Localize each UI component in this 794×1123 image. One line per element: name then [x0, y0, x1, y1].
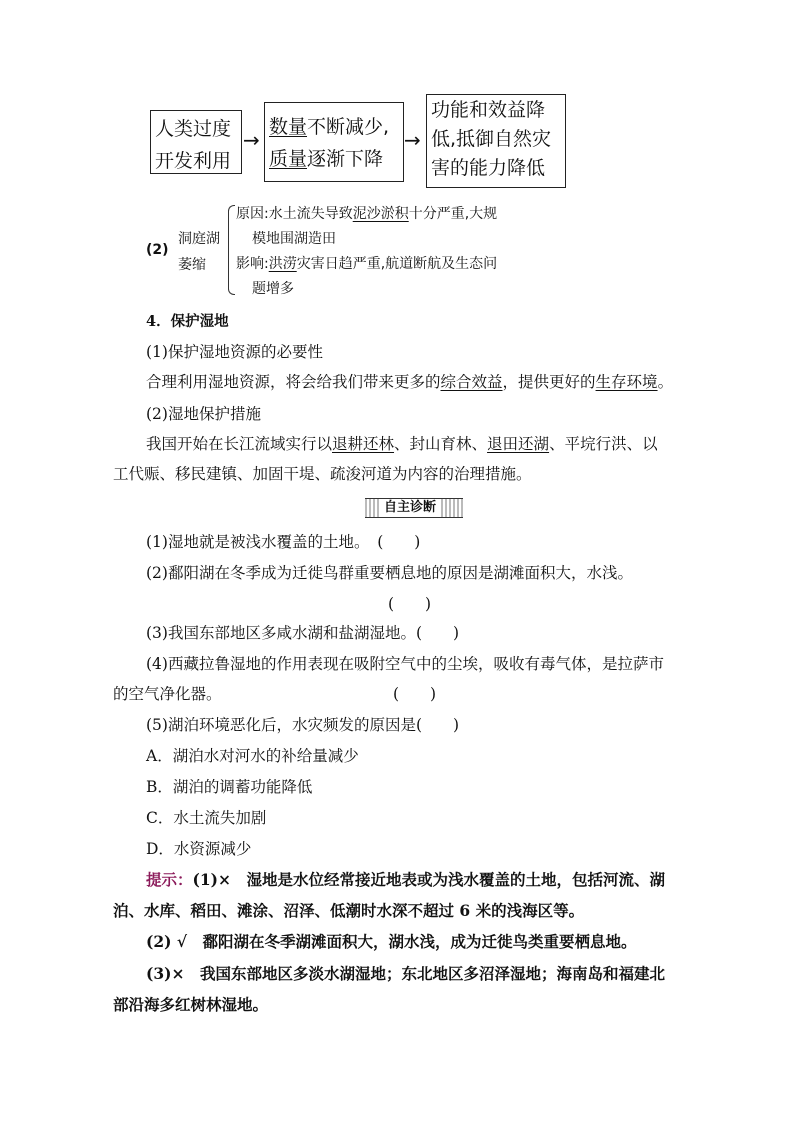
- flow-decrease: 不断减少,: [307, 116, 390, 138]
- hint-1-line2: 泊、水库、稻田、滩涂、沼泽、低潮时水深不超过 6 米的浅海区等。: [113, 901, 585, 920]
- section-4-sub2: (2)湿地保护措施: [146, 405, 261, 423]
- dongting-flood: 洪涝: [268, 256, 297, 272]
- flow-arrow-2: →: [404, 128, 421, 152]
- dongting-title-1: 洞庭湖: [178, 231, 220, 247]
- question-5: (5)湖泊环境恶化后，水灾频发的原因是( ): [146, 716, 460, 734]
- flow-box-effect-line2: 低,抵御自然灾: [431, 128, 552, 150]
- question-2: (2)鄱阳湖在冬季成为迁徙鸟群重要栖息地的原因是湖滩面积大，水浅。: [146, 564, 633, 582]
- flow-box-cause: [150, 110, 242, 174]
- section-4-sub1: (1)保护湿地资源的必要性: [146, 343, 323, 361]
- question-4-line1: (4)西藏拉鲁湿地的作用表现在吸附空气中的尘埃，吸收有毒气体，是拉萨市: [146, 655, 664, 673]
- dongting-effect-line1: 影响:洪涝灾害日趋严重,航道断航及生态问: [236, 256, 498, 272]
- hint-3-line2: 部沿海多红树林湿地。: [113, 995, 269, 1014]
- flow-box-cause-line1: 人类过度: [155, 118, 232, 140]
- hint-3-line1: (3)× 我国东部地区多淡水湖湿地；东北地区多沼泽湿地；海南岛和福建北: [146, 964, 665, 983]
- question-2-paren: ( ): [388, 595, 432, 613]
- hint-label: 提示：: [146, 870, 193, 889]
- flow-quantity: 数量: [269, 116, 308, 138]
- section-4-para2-line1: 我国开始在长江流域实行以退耕还林、封山育林、退田还湖、平垸行洪、以: [146, 435, 658, 453]
- hint-1-line1: 提示：(1)× 湿地是水位经常接近地表或为浅水覆盖的土地，包括河流、湖: [146, 870, 665, 889]
- flow-box-change: [264, 102, 404, 182]
- section-4-para2-line2: 工代赈、移民建镇、加固干堤、疏浚河道为内容的治理措施。: [113, 465, 532, 483]
- dongting-brace: [228, 205, 235, 295]
- option-c: C．水土流失加剧: [146, 809, 267, 827]
- question-4-paren: ( ): [393, 685, 437, 703]
- dongting-cause-line1: 原因:水土流失导致泥沙淤积十分严重,大规: [236, 206, 498, 222]
- dongting-effect-line2: 题增多: [252, 281, 294, 297]
- flow-decline: 逐渐下降: [307, 148, 384, 170]
- dongting-silt: 泥沙淤积: [352, 206, 409, 222]
- question-4-line2: 的空气净化器。: [113, 685, 222, 703]
- flow-arrow-1: →: [243, 128, 260, 152]
- option-b: B．湖泊的调蓄功能降低: [146, 778, 313, 796]
- flow-quality: 质量: [269, 148, 308, 170]
- section-4-para1: 合理利用湿地资源，将会给我们带来更多的综合效益，提供更好的生存环境。: [146, 373, 674, 391]
- option-d: D．水资源减少: [146, 840, 252, 858]
- flow-box-cause-line2: 开发利用: [155, 150, 232, 172]
- option-a: A．湖泊水对河水的补给量减少: [146, 747, 359, 765]
- question-3: (3)我国东部地区多咸水湖和盐湖湿地。( ): [146, 624, 460, 642]
- flow-box-effect-line3: 害的能力降低: [431, 157, 546, 179]
- flow-box-effect: [426, 94, 566, 188]
- dongting-cause-line2: 模地围湖造田: [252, 231, 336, 247]
- question-1: (1)湿地就是被浅水覆盖的土地。 ( ): [146, 533, 421, 551]
- self-diagnosis-label: 自主诊断: [365, 498, 463, 518]
- section-4-title: 4．保护湿地: [146, 313, 229, 330]
- dongting-number: (2): [146, 242, 169, 258]
- dongting-title-2: 萎缩: [178, 257, 206, 273]
- hint-2: (2) √ 鄱阳湖在冬季湖滩面积大，湖水浅，成为迁徙鸟类重要栖息地。: [146, 932, 637, 951]
- flow-box-effect-line1: 功能和效益降: [431, 99, 546, 121]
